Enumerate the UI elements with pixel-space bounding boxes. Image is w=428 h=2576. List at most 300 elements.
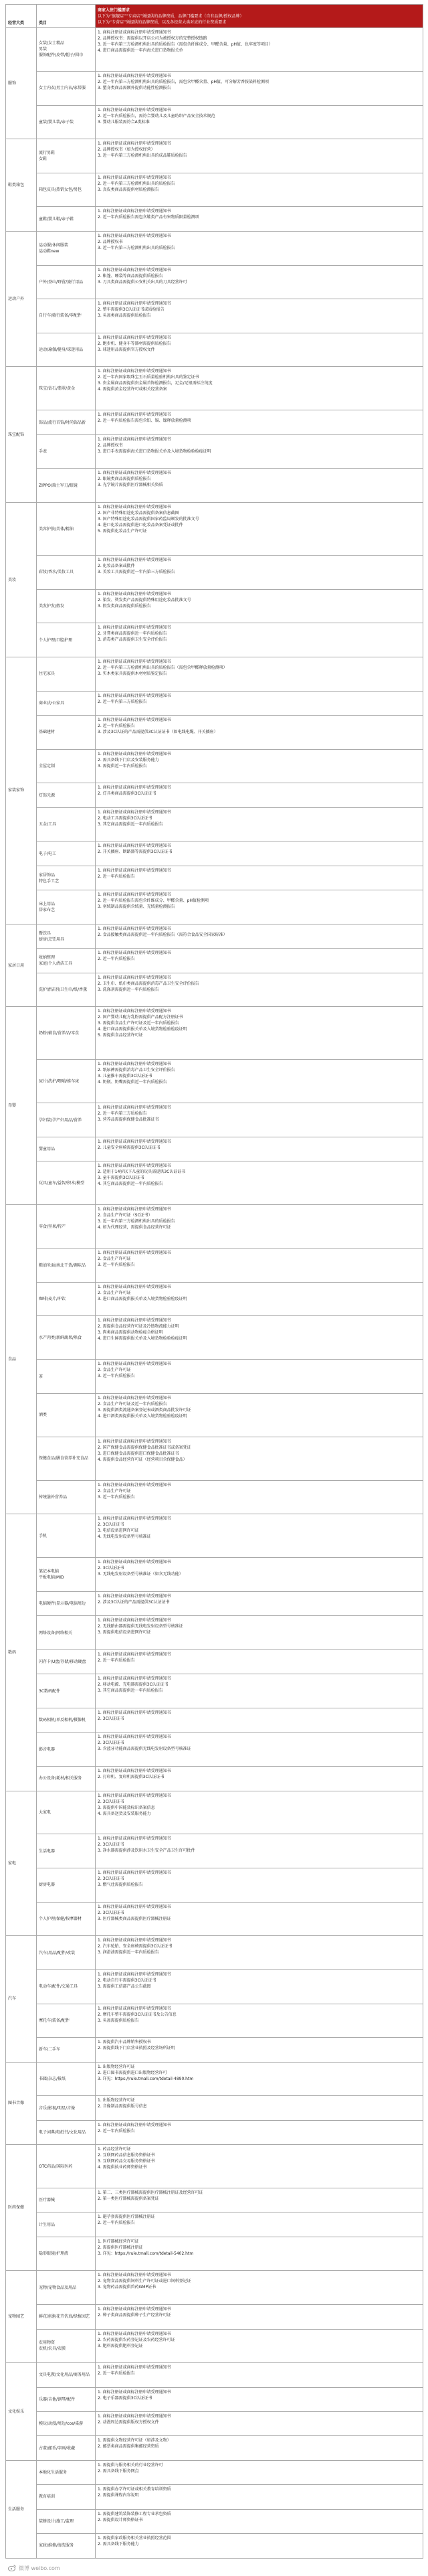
subcategory-name: 笔记本电脑 [39, 1569, 60, 1575]
table-row [6, 1558, 423, 1592]
requirement-line: 3. 进口商品需提供报关单及入境货物检验检疫证明 [98, 1296, 187, 1301]
subcategory-cell [37, 410, 96, 434]
requirement-line: 2. 开关插座、断路器等需提供3C认证证书 [98, 850, 173, 855]
subcategory-cell [37, 1936, 96, 1970]
subcategory-cell [37, 1708, 96, 1733]
requirements-cell [96, 556, 423, 590]
requirements-cell [96, 139, 423, 173]
requirement-line: 2. 近一年内第三方检测机构出具的质检报告，需包含甲醛含量、pH值、可分解芳香胺染料检测项 [98, 79, 269, 84]
table-row [6, 2387, 423, 2411]
requirement-line: 2. 3C认证证书 [98, 1522, 124, 1528]
requirements-cell [96, 1834, 423, 1868]
requirement-line: 2. 品牌授权书（如为授权经营） [98, 147, 155, 153]
subcategory-name: 运动/瑜伽/健身/球迷用品 [39, 347, 84, 353]
subcategory-name: 本地化生活服务 [39, 2470, 68, 2475]
requirement-line: 1. 商标注册证或商标注册申请受理通知书 [98, 1396, 171, 1401]
requirement-line: 1. 商标注册证或商标注册申请受理通知书 [98, 1105, 171, 1111]
requirement-line: 1. 商标注册证或商标注册申请受理通知书 [98, 2365, 171, 2370]
requirement-line: 2. 电动工具需提供3C认证证书 [98, 815, 152, 821]
requirement-line: 3. 含蓝牙功能商品需提供无线电发射设备型号核准证 [98, 1747, 191, 1752]
requirement-line: 2. 农药需提供农药登记证及农药经营许可证 [98, 2337, 175, 2342]
subcategory-name: 音乐/影视/明星/音像 [39, 2105, 76, 2111]
table-row [6, 841, 423, 866]
category-cell: 医药保健 [6, 2145, 37, 2271]
subcategory-cell [37, 1616, 96, 1650]
subcategory-name: 家政/维修/清洗服务 [39, 2543, 74, 2549]
requirements-cell [96, 265, 423, 299]
subcategory-name: 尿片/洗护/喂哺/推车床 [39, 1078, 80, 1084]
subcategory-name: 厨房电器 [39, 1882, 56, 1888]
requirement-line: 2. 近一年内质检报告 [98, 2371, 135, 2377]
requirement-line: 2. 灯具类商品需提供3C认证证书 [98, 791, 156, 797]
subcategory-name: 影音电器 [39, 1747, 56, 1752]
subcategory-cell [37, 1791, 96, 1834]
requirement-line: 3. 需提供电信设备进网许可证 [98, 1630, 151, 1635]
subcategory-cell [37, 2038, 96, 2062]
table-row [6, 503, 423, 556]
table-row [6, 1791, 423, 1834]
requirement-line: 2. 电子乐器需提供3C认证证书 [98, 2395, 152, 2401]
requirement-line: 2. 近一年内质检报告，需符合婴幼儿及儿童纺织产品安全技术规范 [98, 113, 215, 118]
requirement-line: 1. 商标注册证或商标注册申请受理通知书 [98, 1938, 171, 1943]
subcategory-name: 五金/工具 [39, 822, 57, 827]
requirement-line: 3. 美妆工具需提供近一年内第三方质检报告 [98, 570, 175, 575]
requirements-cell [96, 807, 423, 841]
requirement-line: 1. 商标注册证或商标注册申请受理通知书 [98, 471, 171, 476]
requirements-cell [96, 1558, 423, 1592]
subcategory-name: 美发护发/假发 [39, 604, 65, 609]
subcategory-cell [37, 1834, 96, 1868]
requirement-line: 1. 商标注册证或商标注册申请受理通知书 [98, 2122, 171, 2127]
requirement-line: 2. 近一年内质检报告需包含鞋类产品有害物质限量检测项 [98, 215, 199, 220]
subcategory-cell [37, 2411, 96, 2435]
requirement-line: 3. 需提供食品生产许可证及近一年内质检报告 [98, 1021, 179, 1026]
requirements-cell [96, 973, 423, 1007]
requirements-cell [96, 1650, 423, 1674]
requirements-cell [96, 71, 423, 105]
requirement-line: 1. 需提供汽车品牌销售授权书 [98, 2040, 151, 2045]
table-row [6, 105, 423, 139]
requirements-cell [96, 1360, 423, 1394]
requirements-cell [96, 1060, 423, 1103]
requirement-line: 2. 打印机、复印机需提供3C认证证书 [98, 1775, 165, 1780]
subcategory-name: 女装/女士精品 [39, 41, 65, 46]
requirements-cell [96, 469, 423, 503]
requirement-line: 2. 近一年内国家级珠宝玉石质量检验机构出具的鉴定证书 [98, 375, 199, 380]
table-row [6, 28, 423, 72]
table-header [6, 5, 423, 28]
table-row [6, 2212, 423, 2237]
table-row [6, 410, 423, 434]
subcategory-cell [37, 973, 96, 1007]
requirements-cell [96, 1791, 423, 1834]
requirements-cell [96, 1137, 423, 1161]
weibo-watermark [8, 2563, 60, 2573]
table-row [6, 2271, 423, 2305]
table-row [6, 2004, 423, 2038]
subcategory-name: 电脑硬件/显示器/电脑周边 [39, 1601, 86, 1607]
requirement-line: 1. 商标注册证或商标注册申请受理通知书 [98, 951, 171, 956]
requirement-line: 5. 需提供食品经营许可证 [98, 1033, 143, 1038]
header-requirements-line: 以下为“旗舰店”“专卖店”须提供的品牌资质，品牌门槛要求（自有品牌/授权品牌） [98, 13, 244, 19]
subcategory-name: 基础建材 [39, 730, 56, 735]
weibo-logo-icon [8, 2565, 16, 2571]
subcategory-cell [37, 2062, 96, 2096]
requirement-line: 3. 儿童推车需提供3C认证证书 [98, 1074, 152, 1079]
requirement-line: 1. 商标注册证或商标注册申请受理通知书 [98, 369, 171, 374]
requirement-line: 3. 球迷用品需提供官方授权文件 [98, 347, 155, 352]
requirement-line: 1. 商标注册证或商标注册申请受理通知书 [98, 1971, 171, 1977]
requirement-line: 1. 商标注册证或商标注册申请受理通知书 [98, 1318, 171, 1323]
subcategory-name: 童装/婴儿装/亲子装 [39, 119, 74, 125]
subcategory-cell [37, 2120, 96, 2144]
subcategory-name: 咖啡/麦片/冲饮 [39, 1297, 66, 1302]
subcategory-cell [37, 589, 96, 623]
subcategory-name: 灯饰光源 [39, 793, 56, 798]
subcategory-name: 保健食品/膳食营养补充食品 [39, 1456, 89, 1461]
table-row [6, 807, 423, 841]
requirement-line: 2. 儿童安全座椅需提供3C认证证书 [98, 1145, 160, 1151]
subcategory-name: 个人护理/口腔护理 [39, 637, 73, 643]
requirement-line: 2. 邮票类商品需提供集邮经营资质 [98, 2444, 159, 2449]
subcategory-cell [37, 2363, 96, 2387]
requirement-line: 2. 整车需提供3C认证证书或质检报告 [98, 307, 165, 313]
subcategory-name: 全屋定制 [39, 764, 56, 769]
requirement-line: 1. 商标注册证或商标注册申请受理通知书 [98, 73, 171, 78]
subcategory-name: 模玩/动漫/周边/cos/桌游 [39, 2421, 84, 2427]
table-row [6, 1205, 423, 1249]
subcategory-cell [37, 1007, 96, 1060]
requirement-line: 2. 食品生产许可证及近一年内质检报告 [98, 1402, 167, 1407]
requirement-line: 3. 羽绒制品需提供含绒量、充绒量检测报告 [98, 904, 175, 910]
requirements-cell [96, 28, 423, 72]
table-row [6, 2145, 423, 2188]
requirement-line: 2. 互联网药品信息服务资格证书 [98, 2153, 155, 2158]
requirement-line: 2. 近一年内质检报告 [98, 1658, 135, 1664]
subcategory-cell [37, 1514, 96, 1558]
requirement-line: 3. 无线电发射设备型号核准证（如含无线功能） [98, 1572, 183, 1577]
requirement-line: 2. 食品生产许可证 [98, 1368, 131, 1373]
requirement-line: 1. 商标注册证或商标注册申请受理通知书 [98, 1163, 171, 1169]
requirement-line: 1. 商标注册证或商标注册申请受理通知书 [98, 1284, 171, 1289]
table-row [6, 890, 423, 924]
subcategory-cell [37, 2188, 96, 2212]
requirement-line: 2. 跑步机、健身车等器材需提供质检报告 [98, 341, 171, 346]
table-row [6, 623, 423, 657]
requirement-line: 1. 商标注册证或商标注册申请受理通知书 [98, 558, 171, 563]
requirement-line: 1. 商标注册证或商标注册申请受理通知书 [98, 1710, 171, 1716]
subcategory-name: 家庭/个人清洁工具 [39, 961, 73, 966]
requirement-line: 1. 商标注册证或商标注册申请受理通知书 [98, 2006, 171, 2011]
requirements-cell [96, 2305, 423, 2329]
subcategory-name: 鲜花速递/花卉仿真/绿植园艺 [39, 2314, 90, 2320]
requirements-cell [96, 1205, 423, 1249]
table-row [6, 2096, 423, 2120]
requirement-line: 2. 第一类医疗器械需提供备案凭证 [98, 2196, 159, 2201]
category-cell: 数码 [6, 1514, 37, 1791]
requirement-line: 2. 卫生巾、纸巾类商品需提供消毒产品卫生安全评价报告 [98, 981, 199, 986]
requirements-cell [96, 299, 423, 333]
requirement-line: 1. 商标注册证或商标注册申请受理通知书 [98, 591, 171, 596]
subcategory-cell [37, 949, 96, 973]
subcategory-cell [37, 783, 96, 807]
requirements-cell [96, 1591, 423, 1615]
subcategory-cell [37, 2509, 96, 2533]
requirement-line: 1. 商标注册证或商标注册申请受理通知书 [98, 625, 171, 631]
requirement-line: 2. 眼镜类商品需提供质检报告 [98, 477, 151, 482]
table-row [6, 1868, 423, 1903]
requirements-cell [96, 434, 423, 469]
table-row [6, 2436, 423, 2460]
subcategory-name: 女士内衣/男士内衣/家居服 [39, 86, 86, 91]
requirement-line: 1. 需提供家政服务相关营业执照经营范围 [98, 2535, 171, 2541]
requirement-line: 3. 近一年内质检报告 [98, 1263, 135, 1268]
requirement-line: 2. 国产非特殊用途化妆品需提供备案信息截图 [98, 511, 179, 515]
requirement-line: 1. 商标注册证或商标注册申请受理通知书 [98, 1676, 171, 1682]
subcategory-cell [37, 2004, 96, 2038]
requirements-cell [96, 1616, 423, 1650]
requirement-line: 1. 商标注册证或商标注册申请受理通知书 [98, 809, 171, 815]
requirement-line: 3. 刀具类商品需提供公安机关出具的刀具经营许可 [98, 279, 187, 285]
requirements-cell [96, 173, 423, 207]
subcategory-cell [37, 2096, 96, 2120]
subcategory-cell [37, 890, 96, 924]
requirements-cell [96, 749, 423, 783]
requirement-line: 1. 商标注册证或商标注册申请受理通知书 [98, 1009, 171, 1014]
table-row [6, 2460, 423, 2484]
table-row [6, 2533, 423, 2558]
requirements-cell [96, 1674, 423, 1708]
requirement-line: 2. 近一年内第三方检测机构出具的质检报告 [98, 181, 175, 186]
header-category: 经营大类 [6, 5, 37, 28]
subcategory-cell [37, 1591, 96, 1615]
subcategory-name: 服饰配件/皮带/帽子/围巾 [39, 53, 84, 58]
subcategory-cell [37, 1767, 96, 1791]
subcategory-name: 装修设计/施工/监理 [39, 2518, 74, 2524]
subcategory-cell [37, 2485, 96, 2509]
requirements-cell [96, 1103, 423, 1137]
requirement-line: 2. 种子类商品需提供种子生产经营许可证 [98, 2313, 171, 2318]
subcategory-cell [37, 105, 96, 139]
table-row [6, 691, 423, 715]
requirements-cell [96, 1708, 423, 1733]
requirements-cell [96, 1902, 423, 1936]
table-row [6, 783, 423, 807]
table-row [6, 231, 423, 265]
requirement-line: 1. 商标注册证或商标注册申请受理通知书 [98, 843, 171, 849]
requirements-cell [96, 2460, 423, 2484]
requirements-cell [96, 924, 423, 948]
requirement-line: 1. 商标注册证或商标注册申请受理通知书 [98, 2307, 171, 2312]
table-row [6, 1137, 423, 1161]
category-cell: 图书音像 [6, 2062, 37, 2144]
subcategory-name: 粮油米面/南北干货/调味品 [39, 1263, 86, 1268]
subcategory-cell [37, 2237, 96, 2271]
requirement-line: 1. 商标注册证或商标注册申请受理通知书 [98, 1904, 171, 1909]
requirement-line: 2. 电动自行车需提供3C认证证书 [98, 1978, 156, 1983]
requirement-line: 3. 近一年内质检报告 [98, 1374, 135, 1379]
header-row [6, 5, 423, 28]
subcategory-name: 酒类 [39, 1413, 47, 1418]
requirement-line: 2. 宠物食品需提供饲料生产许可证或进口饲料登记证 [98, 2279, 191, 2284]
requirement-line: 1. 商标注册证或商标注册申请受理通知书 [98, 141, 171, 147]
requirements-cell [96, 1514, 423, 1558]
requirement-line: 1. 商标注册证或商标注册申请受理通知书 [98, 1062, 171, 1067]
requirement-line: 2. 近一年内第三方检测机构出具的质检报告（需包含甲醛释放量检测项） [98, 665, 227, 671]
requirements-cell [96, 1249, 423, 1283]
requirement-line: 1. 商标注册证或商标注册申请受理通知书 [98, 1362, 171, 1367]
subcategory-name: ZIPPO/瑞士军刀/眼镜 [39, 483, 78, 488]
requirement-line: 1. 商标注册证或商标注册申请受理通知书 [98, 2273, 171, 2278]
requirement-line: 1. 商标注册证或商标注册申请受理通知书 [98, 1769, 171, 1774]
requirement-line: 3. 近一年内质检报告 [98, 1494, 135, 1500]
requirements-cell [96, 2004, 423, 2038]
subcategory-name: 零食/坚果/特产 [39, 1224, 66, 1229]
requirement-line: 2. 3C认证证书 [98, 1566, 124, 1571]
requirement-line: 3. 贵金属商品需提供贵金属首饰检测报告，足金/足银需标注纯度 [98, 381, 213, 386]
table-row [6, 556, 423, 590]
requirement-line: 2. 需具备线下服务网点 [98, 2468, 139, 2474]
requirement-line: 4. 需提供食品经营许可证（经营项目含保健食品） [98, 1457, 187, 1462]
subcategory-cell [37, 716, 96, 750]
table-row [6, 2509, 423, 2533]
subcategory-name: 个人护理/保健/按摩器材 [39, 1917, 82, 1921]
subcategory-name: 乐器/吉他/钢琴/配件 [39, 2397, 76, 2402]
requirements-cell [96, 2062, 423, 2096]
requirement-line: 1. 商标注册证或商标注册申请受理通知书 [98, 267, 171, 272]
table-row [6, 716, 423, 750]
requirement-line: 3. 进口保健食品需提供进口保健食品批准证书 [98, 1451, 179, 1456]
table-row [6, 1480, 423, 1514]
subcategory-cell [37, 299, 96, 333]
table-row [6, 139, 423, 173]
subcategory-name: 床上用品 [39, 902, 56, 907]
requirements-cell [96, 949, 423, 973]
requirement-line: 2. 近一年内第三方质检报告 [98, 1111, 147, 1117]
table-row [6, 949, 423, 973]
requirement-line: 2. 近一年内质检报告 [98, 724, 135, 729]
requirements-cell [96, 2533, 423, 2558]
subcategory-name: 孕妇装/孕产妇用品/营养 [39, 1117, 82, 1123]
subcategory-cell [37, 2460, 96, 2484]
requirement-line: 3. 洗涤剂需提供近一年内质检报告 [98, 987, 159, 992]
requirement-line: 3. 肉类商品需提供动物检疫合格证明 [98, 1330, 163, 1336]
requirements-cell [96, 367, 423, 410]
table-row [6, 1650, 423, 1674]
subcategory-name: 医疗器械 [39, 2198, 56, 2203]
requirement-line: 1. 商标注册证或商标注册申请受理通知书 [98, 751, 171, 756]
requirement-line: 4. 进口商品需提供近一年内海关进口货物报关单 [98, 48, 183, 53]
requirement-line: 2. 3C认证证书 [98, 1716, 124, 1722]
requirement-line: 4. 需提供黄金经营许可或相关经营备案 [98, 387, 167, 392]
category-cell: 家居日用 [6, 924, 37, 1006]
requirement-line: 3. 详见：https://rule.tmall.com/tdetail-5402.htm [98, 2251, 194, 2256]
requirement-line: 1. 避孕套需提供医疗器械注册证 [98, 2215, 155, 2220]
requirement-line: 3. 头盔需提供质检报告 [98, 2018, 139, 2023]
subcategory-name: 3C数码配件 [39, 1688, 61, 1694]
table-row [6, 1767, 423, 1791]
subcategory-cell [37, 841, 96, 866]
requirement-line: 1. 商标注册证或商标注册申请受理通知书 [98, 335, 171, 340]
requirement-line: 2. 品牌授权书 [98, 239, 123, 244]
table-row [6, 2411, 423, 2435]
requirements-cell [96, 1969, 423, 2004]
subcategory-cell [37, 1205, 96, 1249]
subcategory-cell [37, 2145, 96, 2188]
table-row [6, 1936, 423, 1970]
subcategory-name: 美容护肤/美体/精油 [39, 526, 74, 532]
subcategory-name: 家居饰品 [39, 872, 56, 878]
table-row [6, 1360, 423, 1394]
requirement-line: 4. 进口生鲜需提供报关单及入境货物检验检疫证明 [98, 1336, 187, 1342]
subcategory-cell [37, 807, 96, 841]
requirement-line: 4. 进口酒类需提供报关单及入境货物检验检疫证明 [98, 1414, 187, 1419]
requirement-line: 1. 商标注册证或商标注册申请受理通知书 [98, 1251, 171, 1256]
subcategory-cell [37, 1902, 96, 1936]
requirements-cell [96, 231, 423, 265]
subcategory-cell [37, 691, 96, 715]
requirement-line: 2. 动漫周边需提供版权方授权文件 [98, 2419, 159, 2425]
requirement-line: 4. 奶瓶、奶嘴需提供近一年内质检报告 [98, 1080, 167, 1085]
requirement-line: 2. 纸尿裤需提供消毒产品卫生安全评价报告 [98, 1068, 175, 1073]
requirement-line: 2. 近一年内质检报告 [98, 2221, 135, 2226]
table-row [6, 657, 423, 692]
table-row [6, 1969, 423, 2004]
table-row [6, 1060, 423, 1103]
subcategory-name: 奶粉/辅食/营养品/零食 [39, 1030, 80, 1036]
subcategory-name: 彩妆/香水/美妆工具 [39, 570, 74, 575]
subcategory-cell [37, 469, 96, 503]
requirement-line: 3. 需提供酒类流通备案登记表或酒类商品批发许可证 [98, 1408, 191, 1413]
subcategory-name: 摩托车/装备/配件 [39, 2018, 70, 2023]
requirements-cell [96, 2188, 423, 2212]
subcategory-cell [37, 1437, 96, 1480]
subcategory-cell [37, 2436, 96, 2460]
subcategory-cell [37, 207, 96, 231]
requirement-line: 1. 商标注册证或商标注册申请受理通知书 [98, 1516, 171, 1522]
requirement-line: 1. 商标注册证或商标注册申请受理通知书 [98, 1652, 171, 1658]
requirement-line: 3. 假发类商品需提供质检报告 [98, 603, 151, 609]
requirements-cell [96, 657, 423, 692]
requirement-line: 1. 商标注册证或商标注册申请受理通知书 [98, 301, 171, 307]
category-cell: 鞋类箱包 [6, 139, 37, 232]
header-requirements-title: 商家入驻门槛要求 [98, 7, 130, 13]
requirement-line: 3. 婴幼儿服装需符合A类标准 [98, 119, 150, 125]
table-row [6, 2329, 423, 2363]
requirement-line: 1. 商标注册证或商标注册申请受理通知书 [98, 209, 171, 214]
category-cell: 文化娱乐 [6, 2363, 37, 2461]
requirement-line: 3. 近一年内第三方检测机构出具的质检报告 [98, 1219, 175, 1224]
requirement-line: 3. 电信设备进网许可证 [98, 1528, 139, 1534]
subcategory-name: 居家布艺 [39, 908, 56, 913]
requirement-line: 3. 净水器需提供涉及饮用水卫生安全产品卫生许可批件 [98, 1848, 195, 1854]
requirements-cell [96, 1007, 423, 1060]
requirement-line: 1. 需提供文物经营许可证（如涉及文物） [98, 2438, 171, 2443]
requirement-line: 2. 无线路由器需提供无线电发射设备型号核准证 [98, 1624, 183, 1629]
table-row [6, 1437, 423, 1480]
table-row [6, 299, 423, 333]
category-cell: 汽车 [6, 1936, 37, 2062]
table-row [6, 1316, 423, 1360]
table-row [6, 1514, 423, 1558]
requirement-line: 2. 需具备线下服务能力 [98, 2541, 139, 2547]
requirements-cell [96, 1394, 423, 1437]
requirement-line: 1. 商标注册证或商标注册申请受理通知书 [98, 436, 171, 442]
requirement-line: 3. 进口手表需提供海关进口货物报关单及入境货物检验检疫证明 [98, 449, 211, 454]
requirement-line: 5. 需提供化妆品生产许可证 [98, 529, 147, 534]
requirement-line: 1. 商标注册证或商标注册申请受理通知书 [98, 2413, 171, 2419]
subcategory-cell [37, 28, 96, 72]
